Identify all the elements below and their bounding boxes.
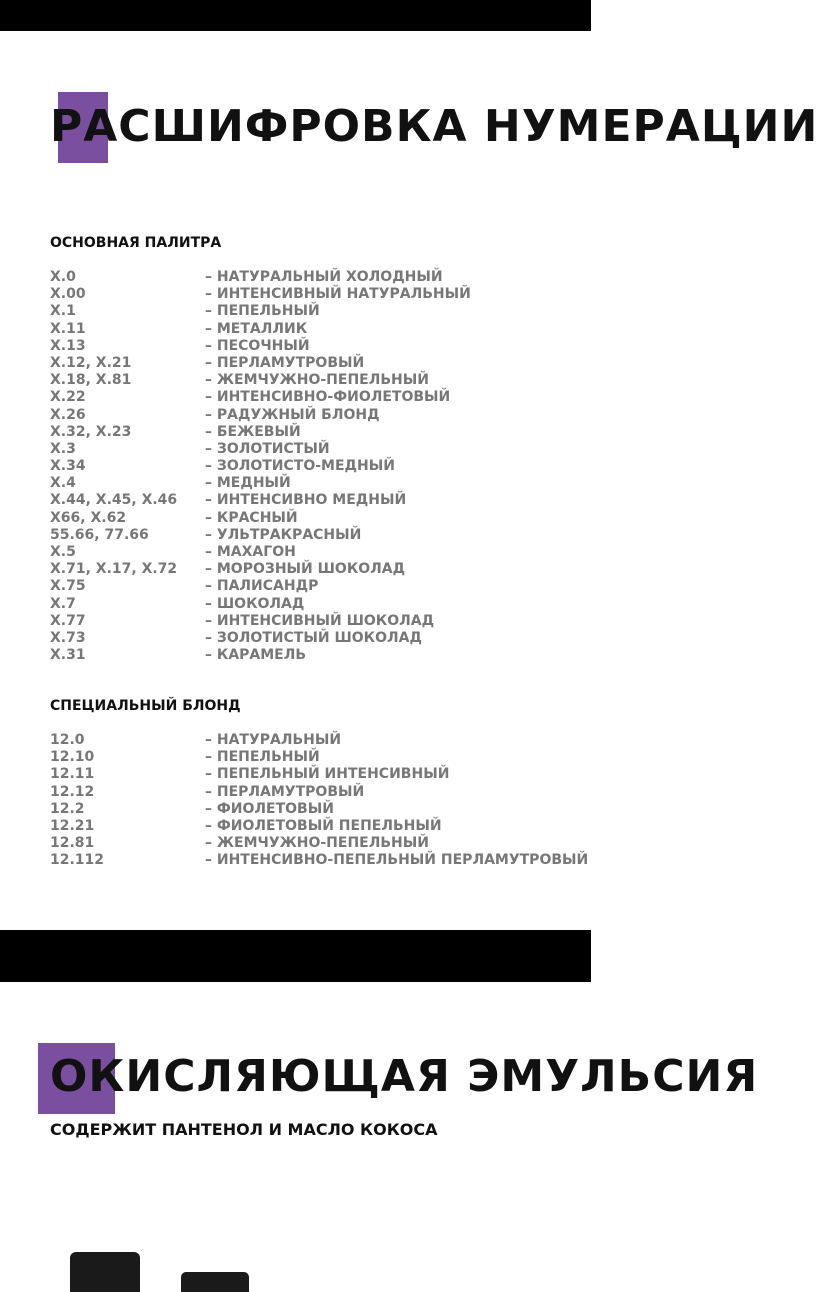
list-item: [50, 355, 595, 372]
shade-code: 12.11: [50, 766, 95, 783]
shade-description: – МОРОЗНЫЙ ШОКОЛАД: [205, 561, 406, 578]
shade-description: – ПЕРЛАМУТРОВЫЙ: [205, 783, 365, 800]
list-item: [50, 801, 595, 818]
shade-description: – ЗОЛОТИСТО-МЕДНЫЙ: [205, 458, 395, 475]
shade-code: X.11: [50, 320, 86, 337]
shade-code: 12.2: [50, 800, 85, 817]
shade-code: 12.0: [50, 732, 85, 748]
shade-code: 12.21: [50, 817, 95, 834]
shade-description: – ИНТЕНСИВНЫЙ ШОКОЛАД: [205, 612, 435, 629]
list-item: [50, 303, 595, 320]
shade-description: – КРАСНЫЙ: [205, 509, 298, 526]
shade-code: 12.81: [50, 835, 95, 852]
shade-code: X.00: [50, 286, 86, 303]
shade-description: – ЖЕМЧУЖНО-ПЕПЕЛЬНЫЙ: [205, 372, 429, 389]
shade-description: – РАДУЖНЫЙ БЛОНД: [205, 406, 380, 423]
special-blond-list: [50, 732, 595, 870]
shade-description: – ПЕПЕЛЬНЫЙ: [205, 303, 320, 320]
shade-description: – ПЕПЕЛЬНЫЙ ИНТЕНСИВНЫЙ: [205, 766, 450, 783]
shade-description: – ФИОЛЕТОВЫЙ ПЕПЕЛЬНЫЙ: [205, 817, 442, 834]
shade-description: – ПАЛИСАНДР: [205, 578, 319, 595]
list-item: [50, 372, 595, 389]
product-bottle-left: [70, 1252, 140, 1292]
shade-code: X.31: [50, 647, 86, 664]
shade-description: – УЛЬТРАКРАСНЫЙ: [205, 526, 362, 543]
shade-code: X.12, X.21: [50, 354, 132, 371]
top-black-bar: [0, 0, 591, 31]
shade-description: – ЗОЛОТИСТЫЙ: [205, 440, 330, 457]
shade-code: X.71, X.17, X.72: [50, 561, 178, 578]
shade-description: – ШОКОЛАД: [205, 595, 305, 612]
list-item: [50, 544, 595, 561]
list-item: [50, 321, 595, 338]
list-item: [50, 441, 595, 458]
shade-description: – МЕДНЫЙ: [205, 475, 291, 492]
shade-code: 12.12: [50, 783, 95, 800]
shade-description: – ИНТЕНСИВНО-ПЕПЕЛЬНЫЙ ПЕРЛАМУТРОВЫЙ: [205, 852, 589, 869]
shade-code: X.34: [50, 458, 86, 475]
shade-description: – ФИОЛЕТОВЫЙ: [205, 800, 334, 817]
list-item: [50, 269, 595, 286]
shade-description: – КАРАМЕЛЬ: [205, 647, 307, 664]
basic-palette-label: ОСНОВНАЯ ПАЛИТРА: [50, 235, 222, 251]
shade-description: – МАХАГОН: [205, 544, 296, 560]
shade-description: – ПЕРЛАМУТРОВЫЙ: [205, 354, 365, 371]
list-item: [50, 578, 595, 595]
list-item: [50, 492, 595, 509]
shade-code: X.0: [50, 269, 76, 285]
shade-code: X.7: [50, 595, 76, 612]
special-blond-label: СПЕЦИАЛЬНЫЙ БЛОНД: [50, 698, 241, 714]
list-item: [50, 732, 595, 749]
shade-description: – ПЕСОЧНЫЙ: [205, 337, 310, 354]
shade-code: X.5: [50, 544, 76, 560]
shade-code: X.22: [50, 389, 86, 406]
shade-description: – НАТУРАЛЬНЫЙ ХОЛОДНЫЙ: [205, 269, 443, 285]
shade-description: – БЕЖЕВЫЙ: [205, 423, 301, 440]
shade-description: – ИНТЕНСИВНО-ФИОЛЕТОВЫЙ: [205, 389, 451, 406]
list-item: [50, 286, 595, 303]
shade-code: X.4: [50, 475, 76, 492]
shade-code: X.75: [50, 578, 86, 595]
shade-code: X.73: [50, 629, 86, 646]
list-item: [50, 561, 595, 578]
list-item: [50, 613, 595, 630]
middle-black-bar: [0, 930, 591, 982]
list-item: [50, 647, 595, 664]
list-item: [50, 749, 595, 766]
list-item: [50, 852, 595, 869]
page-title: РАСШИФРОВКА НУМЕРАЦИИ: [50, 101, 818, 152]
list-item: [50, 338, 595, 355]
emulsion-subtitle: СОДЕРЖИТ ПАНТЕНОЛ И МАСЛО КОКОСА: [50, 1120, 438, 1139]
shade-code: X66, X.62: [50, 509, 127, 526]
shade-code: X.32, X.23: [50, 423, 132, 440]
shade-description: – ИНТЕНСИВНЫЙ НАТУРАЛЬНЫЙ: [205, 286, 471, 303]
shade-code: X.44, X.45, X.46: [50, 492, 178, 509]
shade-code: 12.112: [50, 852, 105, 869]
shade-code: X.26: [50, 406, 86, 423]
shade-description: – ПЕПЕЛЬНЫЙ: [205, 749, 320, 766]
list-item: [50, 784, 595, 801]
shade-code: X.13: [50, 337, 86, 354]
list-item: [50, 458, 595, 475]
list-item: [50, 424, 595, 441]
shade-description: – ИНТЕНСИВНО МЕДНЫЙ: [205, 492, 407, 509]
basic-palette-list: [50, 269, 595, 664]
shade-code: X.18, X.81: [50, 372, 132, 389]
list-item: [50, 389, 595, 406]
shade-description: – НАТУРАЛЬНЫЙ: [205, 732, 342, 748]
shade-code: 12.10: [50, 749, 95, 766]
list-item: [50, 407, 595, 424]
list-item: [50, 818, 595, 835]
shade-code: X.1: [50, 303, 76, 320]
emulsion-title: ОКИСЛЯЮЩАЯ ЭМУЛЬСИЯ: [50, 1051, 759, 1102]
shade-code: X.3: [50, 440, 76, 457]
shade-code: X.77: [50, 612, 86, 629]
list-item: [50, 596, 595, 613]
list-item: [50, 510, 595, 527]
shade-description: – ЗОЛОТИСТЫЙ ШОКОЛАД: [205, 629, 422, 646]
list-item: [50, 630, 595, 647]
shade-description: – МЕТАЛЛИК: [205, 320, 308, 337]
shade-description: – ЖЕМЧУЖНО-ПЕПЕЛЬНЫЙ: [205, 835, 429, 852]
list-item: [50, 475, 595, 492]
shade-code: 55.66, 77.66: [50, 526, 149, 543]
list-item: [50, 527, 595, 544]
list-item: [50, 835, 595, 852]
product-bottle-right: [181, 1272, 249, 1292]
list-item: [50, 766, 595, 783]
